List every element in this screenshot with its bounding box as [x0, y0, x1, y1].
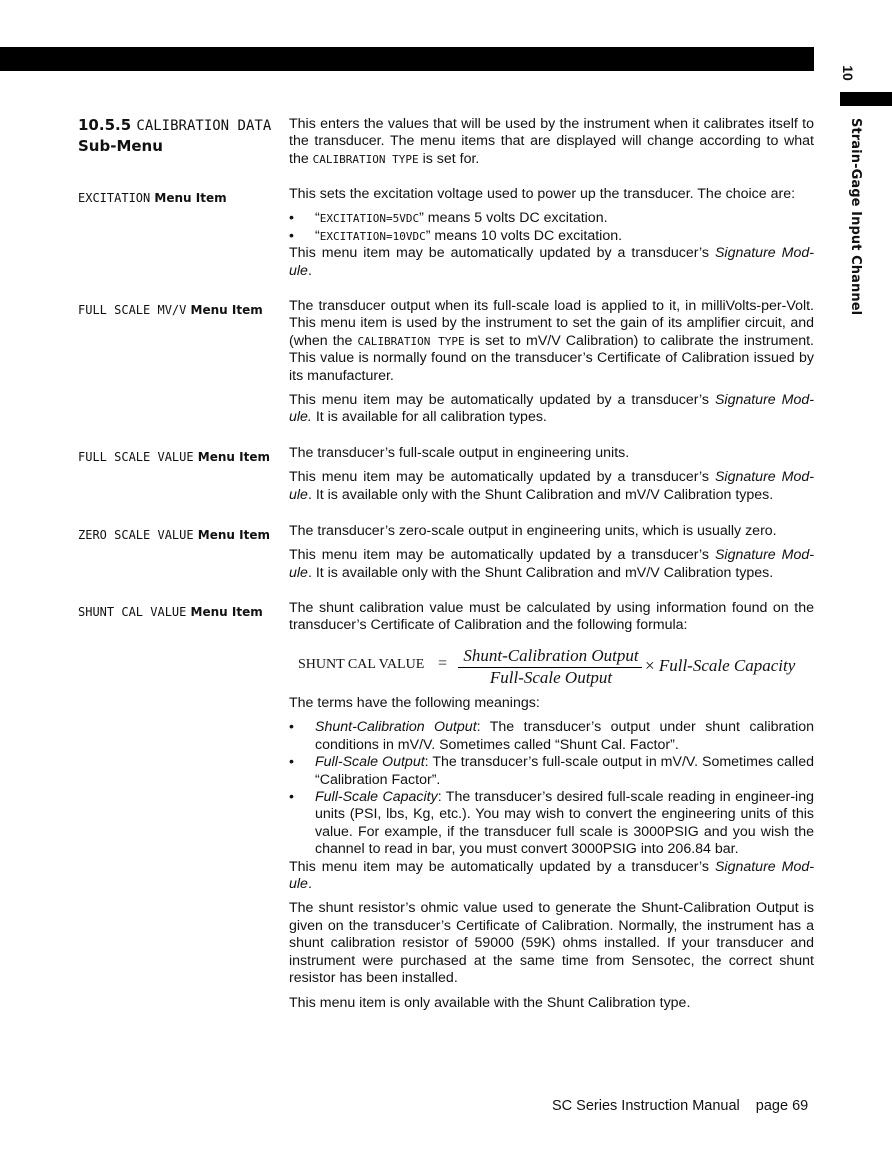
section-heading: [78, 115, 278, 156]
formula-rhs: × Full-Scale Capacity: [645, 656, 796, 675]
page-footer: [552, 1098, 808, 1114]
label-fullscale-value: FULL SCALE VALUE Menu Item: [78, 450, 270, 464]
chapter-title: Strain-Gage Input Channel: [848, 118, 863, 316]
list-item: • Full-Scale Output: The transducer’s full-scale output in mV/V. Sometimes called “Calibration Factor”.: [289, 754, 814, 789]
code-calibration-type: CALIBRATION TYPE: [312, 152, 419, 166]
desc-shunt-cal-intro: The shunt calibration value must be calculated by using information found on the transducer’s Certificate of Calibration and the following formula:: [289, 600, 814, 634]
desc-zeroscale-value: The transducer’s zero-scale output in engineering units, which is usually zero. This menu item may be automatically updated by a transducer’s Signature Mod-ule. It is available only with the Shunt Calibration and mV/V Calibration types.: [289, 523, 814, 581]
section-number: 10.5.5: [78, 116, 132, 134]
label-excitation: EXCITATION Menu Item: [78, 191, 227, 205]
label-fullscale-mvv: FULL SCALE MV/V Menu Item: [78, 303, 263, 317]
header-bar: [0, 47, 814, 71]
list-item: • Full-Scale Capacity: The transducer’s desired full-scale reading in engineer-ing units (PSI, lbs, Kg, etc.). You may wish to convert the engineering units of this value. For example, if the transducer full scale is 3000PSIG and you wish the channel to read in bar, you must convert 3000PSIG into 206.84 bar.: [289, 789, 814, 859]
desc-fullscale-mvv: The transducer output when its full-scale load is applied to it, in milliVolts-per-Volt. This menu item is used by the instrument to set the gain of its amplifier circuit, and (when the CALIBRATION TYPE is set to mV/V Calibration) to calibrate the instrument. This value is normally found on the transducer’s Certificate of Calibration issued by its manufacturer. This menu item may be automatically updated by a transducer’s Signature Mod-ule. It is available for all calibration types.: [289, 298, 814, 426]
shunt-cal-formula: [298, 646, 814, 688]
label-shunt-cal: SHUNT CAL VALUE Menu Item: [78, 605, 263, 619]
desc-excitation: This sets the excitation voltage used to power up the transducer. The choice are: • “EXCITATION=5VDC” means 5 volts DC excitation. • “EXCITATION=10VDC” means 10 volts DC excitation. This menu item may be automatically updated by a transducer’s Signature Mod-ule.: [289, 186, 814, 280]
desc-shunt-cal-terms: The terms have the following meanings: • Shunt-Calibration Output: The transducer’s output under shunt calibration conditions in mV/V. Sometimes called “Shunt Cal. Factor”. • Full-Scale Output: The transducer’s full-scale output in mV/V. Sometimes called “Calibration Factor”. • Full-Scale Capacity: The transducer’s desired full-scale reading in engineer-ing units (PSI, lbs, Kg, etc.). You may wish to convert the engineering units of this value. For example, if the transducer full scale is 3000PSIG and you wish the channel to read in bar, you must convert 3000PSIG into 206.84 bar. This menu item may be automatically updated by a transducer’s Signature Mod-ule. The shunt resistor’s ohmic value used to generate the Shunt-Calibration Output is given on the transducer’s Certificate of Calibration. Normally, the instrument has a shunt calibration resistor of 59000 (59K) ohms installed. If your transducer and instrument were purchased at the same time from Sensotec, the correct shunt resistor has been installed. This menu item is only available with the Shunt Calibration type.: [289, 695, 814, 1012]
list-item: • Shunt-Calibration Output: The transducer’s output under shunt calibration conditions in mV/V. Sometimes called “Shunt Cal. Factor”.: [289, 719, 814, 754]
formula-lhs: SHUNT CAL VALUE: [298, 657, 425, 672]
chapter-number: 10: [840, 65, 856, 81]
formula-numerator: Shunt-Calibration Output: [463, 646, 639, 665]
section-sub: Sub-Menu: [78, 137, 163, 155]
desc-fullscale-value: The transducer’s full-scale output in engineering units. This menu item may be automatically updated by a transducer’s Signature Mod-ule. It is available only with the Shunt Calibration and mV/V Calibration types.: [289, 445, 814, 503]
section-intro: This enters the values that will be used by the instrument when it calibrates itself to the transducer. The menu items that are displayed will change according to what the CALIBRATION TYPE is set for.: [289, 116, 814, 167]
list-item: • “EXCITATION=5VDC” means 5 volts DC excitation.: [289, 210, 814, 227]
section-name: CALIBRATION DATA: [136, 118, 272, 134]
page-number: page 69: [755, 1098, 809, 1114]
formula-equals: =: [438, 655, 448, 672]
formula-denominator: Full-Scale Output: [489, 668, 613, 687]
manual-title: SC Series Instruction Manual: [552, 1098, 740, 1114]
chapter-tab-marker: [840, 92, 892, 106]
label-zeroscale-value: ZERO SCALE VALUE Menu Item: [78, 528, 270, 542]
list-item: • “EXCITATION=10VDC” means 10 volts DC excitation.: [289, 228, 814, 245]
